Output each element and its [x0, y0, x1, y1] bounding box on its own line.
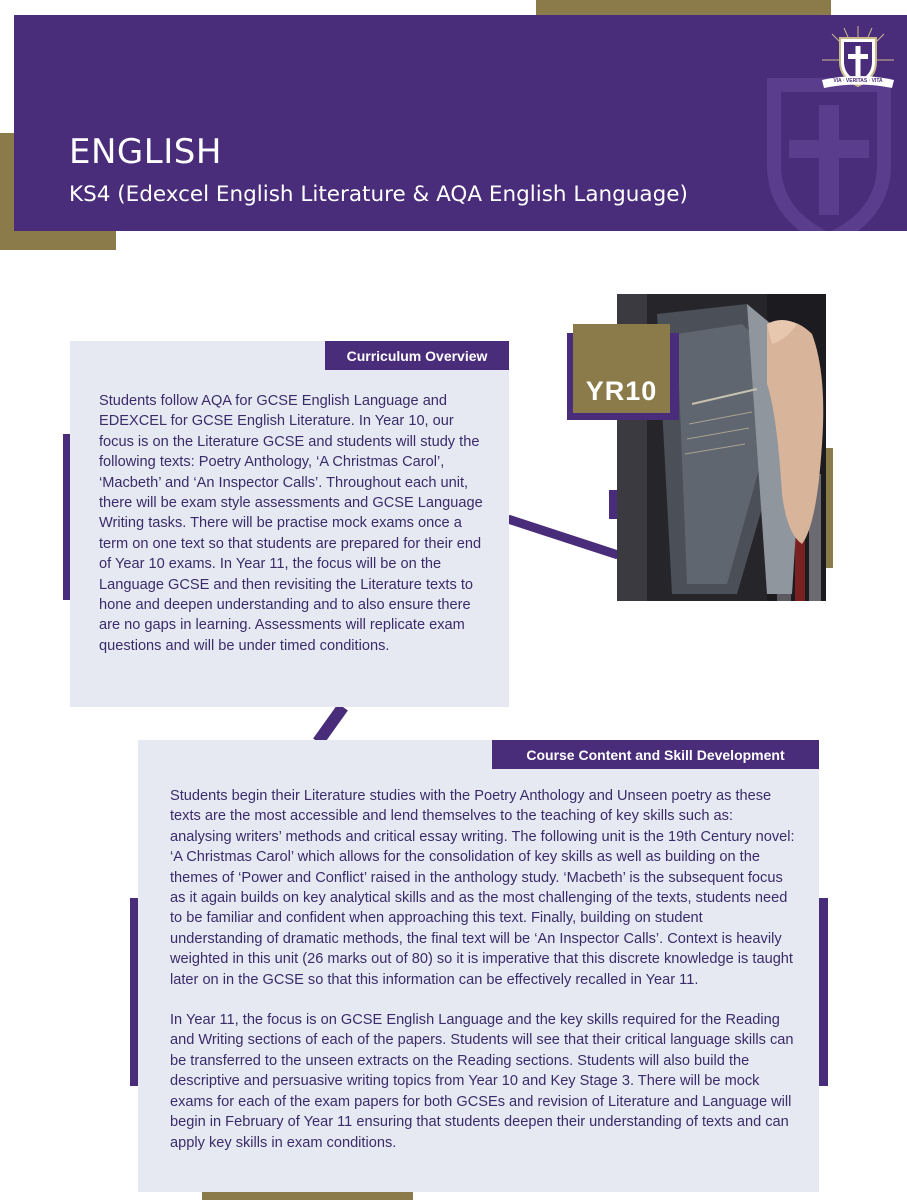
course-text	[170, 786, 798, 1173]
year-badge	[573, 324, 670, 413]
side-accent-right	[819, 898, 828, 1086]
crest-motto: VIA · VERITAS · VITA	[833, 78, 883, 84]
course-paragraph-2: In Year 11, the focus is on GCSE English Language and the key skills required for the Reading and Writing sections of each of the papers. Students will see that their critical language skills can be transferred to the unseen extracts on the Reading sections. Students will also build the descriptive and persuasive writing topics from Year 10 and Key Stage 3. There will be mock exams for each of the exam papers for both GCSEs and revision of Literature and Language will begin in February of Year 11 ensuring that students deepen their understanding of texts and can apply key skills in exam conditions.	[170, 1012, 794, 1151]
side-accent-left-2	[130, 898, 138, 1086]
curriculum-text: Students follow AQA for GCSE English Language and EDEXCEL for GCSE English Literature. In Year 10, our focus is on the Literature GCSE and students will study the following texts: Poetry Anthology, ‘A Christmas Carol’, ‘Macbeth’ and ‘An Inspector Calls’. Throughout each unit, there will be exam style assessments and GCSE Language Writing tasks. There will be practise mock exams once a term on one text so that students are prepared for their end of Year 10 exams. In Year 11, the focus will be on the Language GCSE and then revisiting the Literature texts to hone and deepen understanding and to also ensure there are no gaps in learning. Assessments will replicate exam questions and will be under timed conditions.	[99, 393, 483, 654]
year-badge-label: YR10	[585, 376, 658, 406]
photo-accent-left	[609, 490, 617, 519]
page-title: ENGLISH	[69, 132, 222, 172]
curriculum-panel	[70, 341, 509, 707]
course-panel	[138, 740, 819, 1192]
page-subtitle: KS4 (Edexcel English Literature & AQA English Language)	[69, 182, 688, 207]
course-heading: Course Content and Skill Development	[492, 740, 819, 769]
course-paragraph-1: Students begin their Literature studies with the Poetry Anthology and Unseen poetry as these texts are the most accessible and lend themselves to the teaching of key skills such as: analysing writers’ methods and critical essay writing. The following unit is the 19th Century novel: ‘A Christmas Carol’ which allows for the consolidation of key skills as well as building on the themes of ‘Power and Conflict’ raised in the anthology study. ‘Macbeth’ is the subsequent focus as it again builds on key analytical skills and as the most challenging of the texts, students need to be familiar and confident when approaching this text. Finally, building on student understanding of dramatic methods, the final text will be ‘An Inspector Calls’. Context is heavily weighted in this unit (26 marks out of 80) so it is imperative that this discrete knowledge is taught later on in the GCSE so that this information can be effectively recalled in Year 11.	[170, 788, 795, 988]
side-accent-photo-right	[826, 448, 833, 568]
curriculum-heading: Curriculum Overview	[325, 341, 509, 370]
